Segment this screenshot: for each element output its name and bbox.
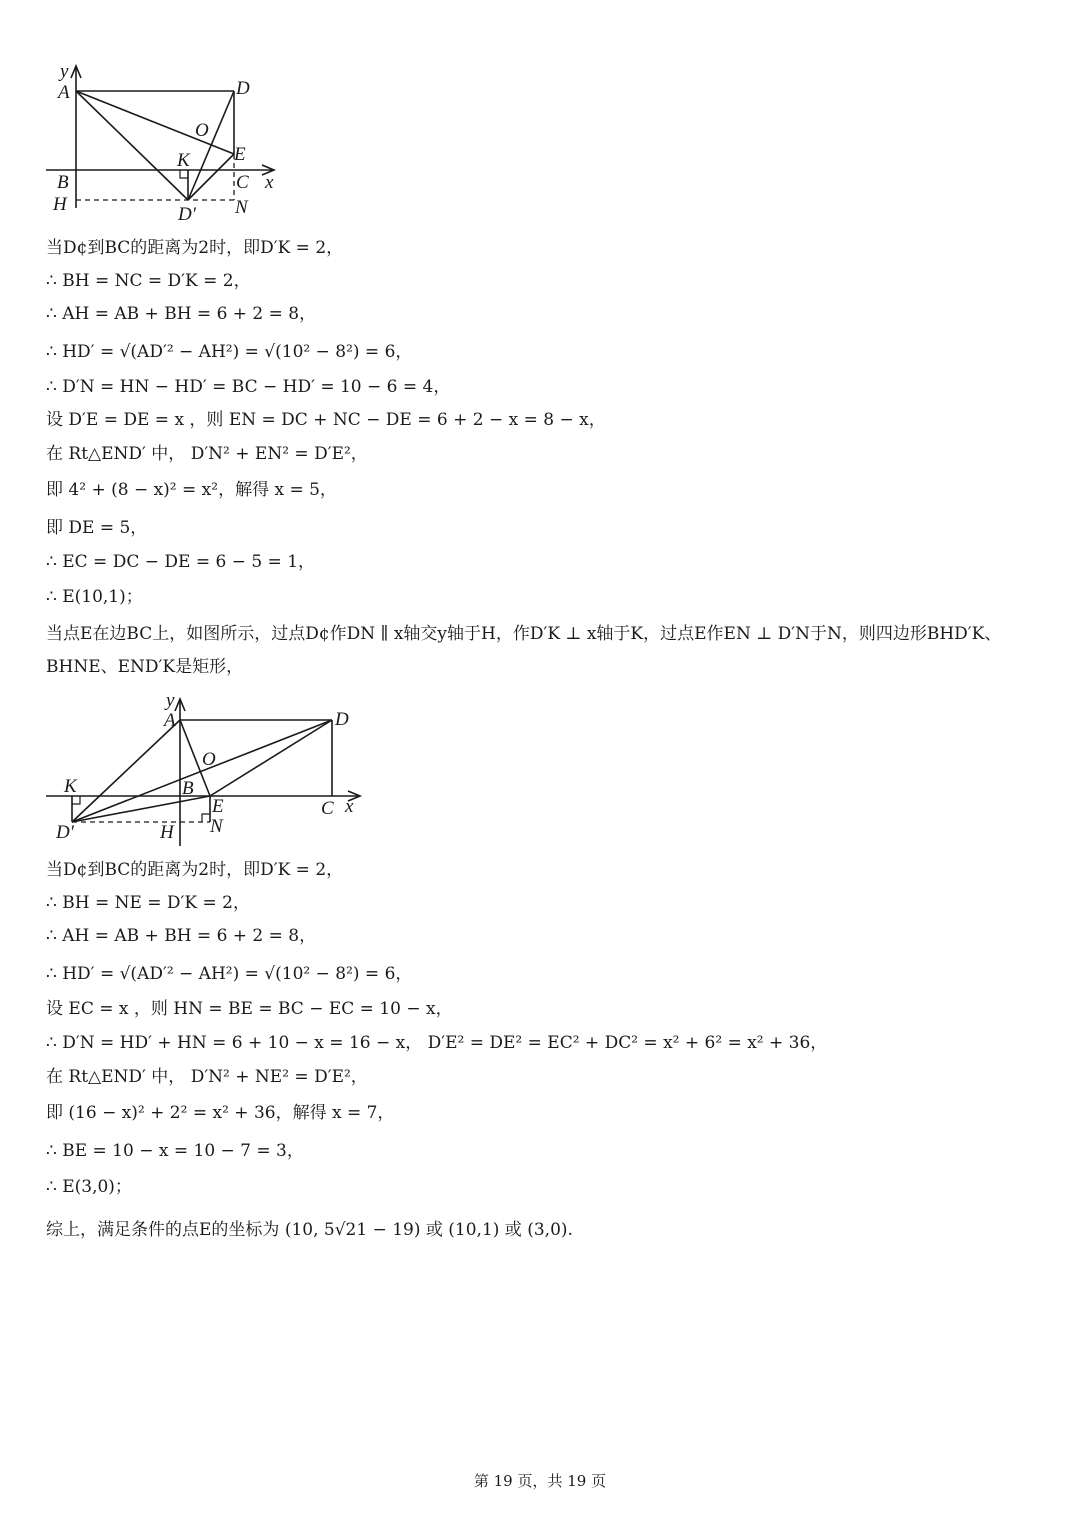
part2-line-2: ∴ BH = NE = D′K = 2， xyxy=(46,893,250,913)
label-E: E xyxy=(212,796,224,817)
label-N: N xyxy=(210,816,223,837)
part1-line-8: 即 4² + (8 − x)² = x²，解得 x = 5， xyxy=(46,480,337,500)
label-y: y xyxy=(166,690,175,711)
part1-line-9: 即 DE = 5， xyxy=(46,518,148,538)
part1-line-6: 设 D′E = DE = x ，则 EN = DC + NC − DE = 6 + 2 − x = 8 − x， xyxy=(46,410,606,430)
part2-line-6: ∴ D′N = HD′ + HN = 6 + 10 − x = 16 − x， D′E² = DE² = EC² + DC² = x² + 6² = x² + 36， xyxy=(46,1033,828,1053)
figure-1 xyxy=(40,58,300,230)
part2-line-10: ∴ E(3,0)； xyxy=(46,1177,132,1197)
label-K: K xyxy=(64,776,77,797)
label-D: D xyxy=(236,78,250,99)
part2-line-5: 设 EC = x ，则 HN = BE = BC − EC = 10 − x， xyxy=(46,999,453,1019)
label-B: B xyxy=(57,172,69,193)
label-A: A xyxy=(164,710,176,731)
part2-line-4: ∴ HD′ = √(AD′² − AH²) = √(10² − 8²) = 6， xyxy=(46,964,413,984)
label-C: C xyxy=(236,172,249,193)
label-A: A xyxy=(58,82,70,103)
part1-line-3: ∴ AH = AB + BH = 6 + 2 = 8， xyxy=(46,304,317,324)
part2-line-3: ∴ AH = AB + BH = 6 + 2 = 8， xyxy=(46,926,317,946)
label-y: y xyxy=(60,61,69,82)
segment-DD-prime xyxy=(72,720,332,822)
label-H: H xyxy=(160,822,174,843)
part1-line-7: 在 Rt△END′ 中， D′N² + EN² = D′E²， xyxy=(46,444,368,464)
label-C: C xyxy=(321,798,334,819)
label-D-prime: D′ xyxy=(178,204,196,225)
segment-DD-prime xyxy=(188,91,234,200)
segment-ED-prime xyxy=(188,154,234,200)
segment-DE xyxy=(210,720,332,796)
segment-ED-prime xyxy=(72,796,210,822)
label-H: H xyxy=(53,194,67,215)
label-x: x xyxy=(345,796,354,817)
label-B: B xyxy=(182,778,194,799)
right-angle-mark-N xyxy=(202,814,210,822)
right-angle-mark-K xyxy=(72,796,80,804)
segment-AE xyxy=(76,91,234,154)
part2-intro: 当点E在边BC上，如图所示，过点D¢作DN ∥ x轴交y轴于H，作D′K ⊥ x轴于K，过点E作EN ⊥ D′N于N，则四边形BHD′K、BHNE、END′K是矩形， xyxy=(46,624,1002,677)
segment-AD-prime xyxy=(72,720,180,822)
label-K: K xyxy=(177,150,190,171)
figure-1-svg xyxy=(40,58,300,230)
label-x: x xyxy=(265,172,274,193)
part1-line-10: ∴ EC = DC − DE = 6 − 5 = 1， xyxy=(46,552,316,572)
label-O: O xyxy=(195,120,209,141)
part1-line-5: ∴ D′N = HN − HD′ = BC − HD′ = 10 − 6 = 4， xyxy=(46,377,451,397)
part2-line-8: 即 (16 − x)² + 2² = x² + 36，解得 x = 7， xyxy=(46,1103,395,1123)
segment-AD-prime xyxy=(76,91,188,200)
part2-line-9: ∴ BE = 10 − x = 10 − 7 = 3， xyxy=(46,1141,304,1161)
part1-line-11: ∴ E(10,1)； xyxy=(46,587,143,607)
part1-line-4: ∴ HD′ = √(AD′² − AH²) = √(10² − 8²) = 6， xyxy=(46,342,413,362)
part2-line-7: 在 Rt△END′ 中， D′N² + NE² = D′E²， xyxy=(46,1067,368,1087)
label-D: D xyxy=(335,709,349,730)
label-D-prime: D′ xyxy=(56,822,74,843)
label-N: N xyxy=(235,197,248,218)
figure-2-svg xyxy=(40,688,370,848)
part1-line-1: 当D¢到BC的距离为2时，即D′K = 2， xyxy=(46,238,344,258)
part2-conclusion: 综上，满足条件的点E的坐标为 (10, 5√21 − 19) 或 (10,1) 或 (3,0). xyxy=(46,1220,573,1240)
right-angle-mark xyxy=(180,170,188,178)
label-E: E xyxy=(234,144,246,165)
part2-line-1: 当D¢到BC的距离为2时，即D′K = 2， xyxy=(46,860,344,880)
label-O: O xyxy=(202,749,216,770)
figure-2 xyxy=(40,688,370,848)
page-footer: 第 19 页，共 19 页 xyxy=(473,1472,607,1490)
part1-line-2: ∴ BH = NC = D′K = 2， xyxy=(46,271,251,291)
